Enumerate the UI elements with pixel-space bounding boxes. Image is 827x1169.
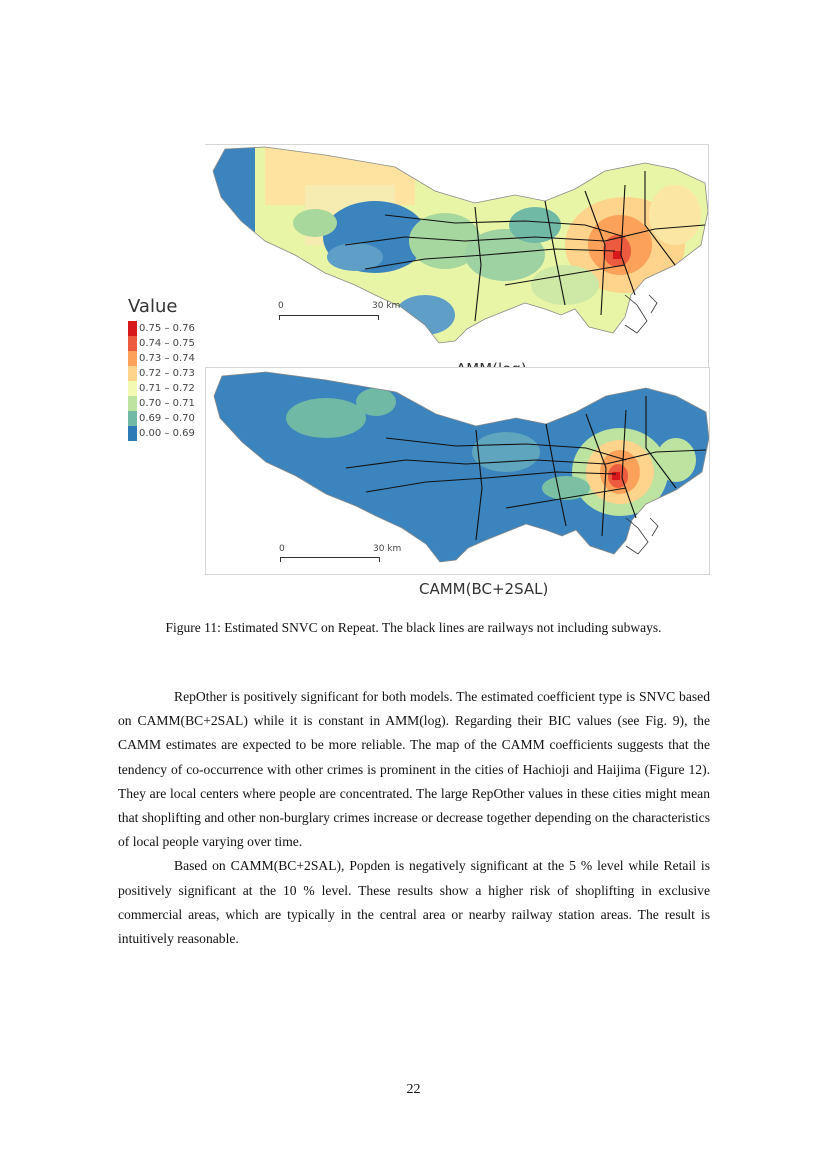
map-amm-log	[205, 144, 709, 367]
legend-item	[128, 396, 195, 411]
legend-swatch	[128, 396, 137, 411]
legend-swatch	[128, 381, 137, 396]
legend-item	[128, 336, 195, 351]
tokyo-map-amm	[205, 145, 708, 367]
legend-item	[128, 411, 195, 426]
paragraph: Based on CAMM(BC+2SAL), Popden is negatively significant at the 5 % level while Retail is positively significant at the 10 % level. These results show a higher risk of shoplifting in exclusive commercial areas, which are typically in the central area or nearby railway station areas. The result is intuitively reasonable.	[118, 858, 710, 947]
scale-start-label: 0	[279, 544, 285, 554]
legend-label: 0.71 – 0.72	[139, 383, 195, 394]
legend	[128, 296, 195, 441]
body-text	[118, 685, 710, 951]
legend-item	[128, 381, 195, 396]
legend-label: 0.74 – 0.75	[139, 338, 195, 349]
figure-caption: Figure 11: Estimated SNVC on Repeat. The black lines are railways not including subways.	[165, 620, 662, 635]
scale-start-label: 0	[278, 301, 284, 311]
legend-title: Value	[128, 296, 178, 317]
legend-swatch	[128, 351, 137, 366]
legend-label: 0.70 – 0.71	[139, 398, 195, 409]
legend-label: 0.69 – 0.70	[139, 413, 195, 424]
map-camm	[205, 367, 710, 575]
legend-swatch	[128, 321, 137, 336]
legend-item	[128, 366, 195, 381]
legend-swatch	[128, 366, 137, 381]
legend-item	[128, 351, 195, 366]
legend-swatch	[128, 336, 137, 351]
scale-bar	[279, 315, 379, 320]
legend-label: 0.73 – 0.74	[139, 353, 195, 364]
legend-item	[128, 321, 195, 336]
legend-label: 0.75 – 0.76	[139, 323, 195, 334]
paragraph: RepOther is positively significant for both models. The estimated coefficient type is SNVC based on CAMM(BC+2SAL) while it is constant in AMM(log). Regarding their BIC values (see Fig. 9), the CAMM estimates are expected to be more reliable. The map of the CAMM coefficients suggests that the tendency of co-occurrence with other crimes is prominent in the cities of Hachioji and Haijima (Figure 12). They are local centers where people are concentrated. The large RepOther values in these cities might mean that shoplifting and other non-burglary crimes increase or decrease together depending on the characteristics of local people varying over time.	[118, 689, 710, 850]
legend-item	[128, 426, 195, 441]
legend-items	[128, 321, 195, 441]
page-number: 22	[406, 1082, 421, 1097]
legend-swatch	[128, 411, 137, 426]
scale-end-label: 30 km	[373, 544, 402, 554]
scale-bar	[280, 557, 380, 562]
legend-label: 0.00 – 0.69	[139, 428, 195, 439]
legend-swatch	[128, 426, 137, 441]
map-title-camm: CAMM(BC+2SAL)	[419, 580, 549, 598]
scale-end-label: 30 km	[372, 301, 401, 311]
legend-label: 0.72 – 0.73	[139, 368, 195, 379]
